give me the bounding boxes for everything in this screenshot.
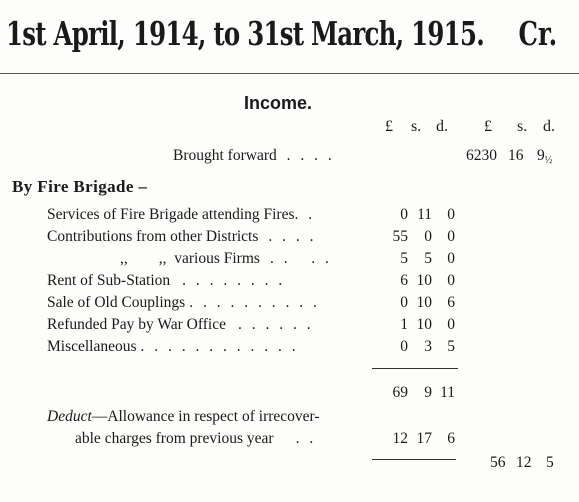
item-label-text: Rent of Sub-Station bbox=[47, 272, 171, 289]
item-shillings: 0 bbox=[424, 228, 432, 245]
brought-forward-text: Brought forward bbox=[173, 147, 277, 164]
item-label-text: Contributions from other Districts bbox=[47, 228, 259, 245]
brought-forward-pence-fraction: ½ bbox=[544, 155, 553, 166]
item-label bbox=[47, 316, 314, 334]
item-pounds: 0 bbox=[400, 294, 408, 311]
item-label bbox=[47, 338, 299, 356]
deduct-word: Deduct bbox=[47, 408, 92, 425]
net-shillings: 12 bbox=[516, 454, 532, 471]
item-pence: 0 bbox=[447, 272, 455, 289]
section-title: Income. bbox=[244, 93, 313, 113]
item-label-text: Services of Fire Brigade attending Fires bbox=[47, 206, 295, 223]
item-shillings: 10 bbox=[416, 294, 432, 311]
item-shillings: 5 bbox=[424, 250, 432, 267]
item-label-text: Miscellaneous bbox=[47, 338, 137, 355]
net-pounds: 56 bbox=[490, 454, 506, 471]
item-label-text: Refunded Pay by War Office bbox=[47, 316, 226, 333]
col-header-outer-shillings: s. bbox=[517, 118, 528, 135]
deduct-label-line1 bbox=[47, 408, 320, 426]
subtotal-pence: 11 bbox=[440, 384, 455, 401]
item-pence: 6 bbox=[447, 294, 455, 311]
brought-forward-pounds: 6230 bbox=[466, 147, 497, 164]
item-shillings: 11 bbox=[417, 206, 432, 223]
deduct-dots: . . bbox=[295, 430, 317, 447]
col-header-inner-pounds: £ bbox=[385, 118, 393, 135]
net-pence: 5 bbox=[546, 454, 554, 471]
col-header-outer-pounds: £ bbox=[484, 118, 492, 135]
deduct-label-rest: —Allowance in respect of irrecover- bbox=[91, 408, 320, 425]
deduct-pence: 6 bbox=[447, 430, 455, 447]
item-dots: . . . . bbox=[269, 250, 332, 267]
deduct-pounds: 12 bbox=[392, 430, 408, 447]
item-label bbox=[47, 228, 317, 246]
deduct-label-line2-text: able charges from previous year bbox=[75, 430, 274, 447]
item-label bbox=[47, 272, 285, 290]
subtotal-pounds: 69 bbox=[392, 384, 408, 401]
brought-forward-pence bbox=[537, 147, 552, 165]
item-label bbox=[120, 250, 332, 268]
col-header-inner-shillings: s. bbox=[411, 118, 422, 135]
item-label-text: Sale of Old Couplings bbox=[47, 294, 186, 311]
header-rule bbox=[0, 73, 579, 74]
subtotal-shillings: 9 bbox=[424, 384, 432, 401]
brought-forward-dots: . . . . bbox=[286, 147, 335, 164]
item-pounds: 0 bbox=[400, 338, 408, 355]
item-dots: . . bbox=[294, 206, 316, 223]
item-label-text: ,, ,, various Firms bbox=[120, 250, 260, 267]
item-dots: . . . . . . bbox=[237, 316, 314, 333]
col-header-outer-pence: d. bbox=[543, 118, 555, 135]
item-pence: 0 bbox=[447, 250, 455, 267]
item-pence: 5 bbox=[447, 338, 455, 355]
item-dots: . . . . bbox=[268, 228, 317, 245]
item-pounds: 55 bbox=[392, 228, 408, 245]
item-pence: 0 bbox=[447, 228, 455, 245]
item-shillings: 3 bbox=[424, 338, 432, 355]
item-pounds: 0 bbox=[400, 206, 408, 223]
deduct-shillings: 17 bbox=[416, 430, 432, 447]
item-pence: 0 bbox=[447, 206, 455, 223]
col-header-inner-pence: d. bbox=[436, 118, 448, 135]
item-label bbox=[47, 294, 320, 312]
brought-forward-label bbox=[173, 147, 335, 165]
item-dots: . . . . . . . . bbox=[182, 272, 286, 289]
item-pounds: 1 bbox=[400, 316, 408, 333]
subtotal-rule bbox=[372, 368, 458, 369]
net-rule bbox=[372, 459, 456, 460]
brought-forward-shillings: 16 bbox=[508, 147, 524, 164]
item-shillings: 10 bbox=[416, 316, 432, 333]
item-pounds: 5 bbox=[400, 250, 408, 267]
fire-brigade-heading: By Fire Brigade – bbox=[12, 177, 148, 196]
item-shillings: 10 bbox=[416, 272, 432, 289]
page-title: 1st April, 1914, to 31st March, 1915. bbox=[6, 14, 484, 53]
credit-side-label: Cr. bbox=[518, 14, 557, 53]
brought-forward-pence-whole: 9 bbox=[537, 147, 545, 164]
item-dots: . . . . . . . . . . bbox=[189, 294, 320, 311]
item-pounds: 6 bbox=[400, 272, 408, 289]
item-pence: 0 bbox=[447, 316, 455, 333]
deduct-label-line2 bbox=[75, 430, 316, 448]
item-label bbox=[47, 206, 315, 224]
item-dots: . . . . . . . . . . . . bbox=[140, 338, 299, 355]
